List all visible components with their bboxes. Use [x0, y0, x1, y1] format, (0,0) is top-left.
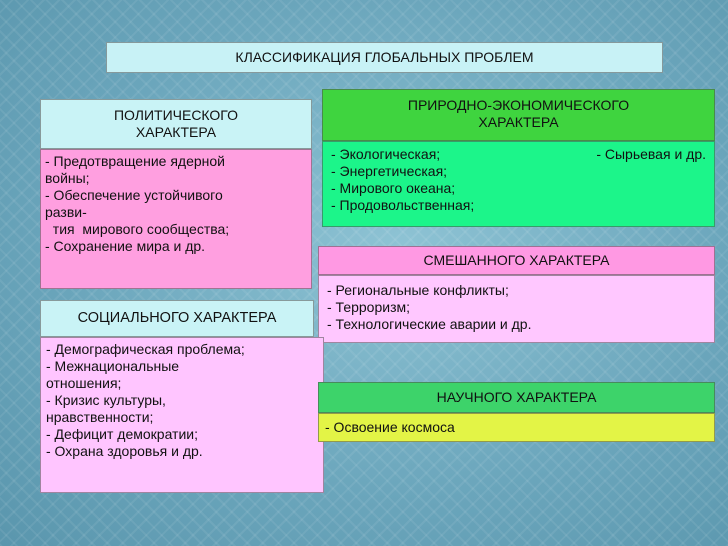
social-header: СОЦИАЛЬНОГО ХАРАКТЕРА: [40, 300, 314, 337]
list-item: нравственности;: [46, 409, 154, 425]
list-item: - Экологическая;: [331, 146, 441, 162]
natural-economic-list: [322, 141, 715, 227]
political-header: [40, 99, 312, 149]
scientific-header: НАУЧНОГО ХАРАКТЕРА: [318, 382, 715, 413]
list-item: - Сохранение мира и др.: [45, 238, 206, 254]
list-item: тия мирового сообщества;: [45, 221, 230, 237]
list-item: - Предотвращение ядерной: [45, 153, 225, 169]
natural-economic-header-line2: ХАРАКТЕРА: [478, 114, 559, 130]
list-item: - Освоение космоса: [325, 419, 455, 435]
list-item: разви-: [45, 204, 87, 220]
list-item: - Мирового океана;: [331, 180, 456, 196]
list-item: - Охрана здоровья и др.: [46, 443, 203, 459]
list-item: - Обеспечение устойчивого: [45, 187, 223, 203]
list-item: - Технологические аварии и др.: [327, 316, 532, 332]
list-item: - Дефицит демократии;: [46, 426, 198, 442]
political-list: [40, 149, 312, 289]
political-header-line1: ПОЛИТИЧЕСКОГО: [113, 107, 238, 123]
list-item: - Терроризм;: [327, 299, 411, 315]
list-item: - Сырьевая и др.: [596, 146, 706, 162]
political-header-line2: ХАРАКТЕРА: [135, 124, 217, 140]
list-item: - Межнациональные: [46, 358, 180, 374]
social-list: [40, 337, 324, 493]
mixed-header: СМЕШАННОГО ХАРАКТЕРА: [318, 246, 715, 275]
natural-economic-header: [322, 89, 715, 141]
scientific-list: [318, 413, 715, 442]
list-item: - Энергетическая;: [331, 163, 448, 179]
list-item: - Региональные конфликты;: [327, 282, 509, 298]
diagram-title: КЛАССИФИКАЦИЯ ГЛОБАЛЬНЫХ ПРОБЛЕМ: [106, 42, 663, 73]
list-item: войны;: [45, 170, 90, 186]
natural-economic-header-line1: ПРИРОДНО-ЭКОНОМИЧЕСКОГО: [407, 97, 630, 113]
list-item: - Демографическая проблема;: [46, 341, 245, 357]
list-item: - Кризис культуры,: [46, 392, 166, 408]
list-item: - Продовольственная;: [331, 197, 475, 213]
list-item: отношения;: [46, 375, 122, 391]
mixed-list: [318, 275, 715, 343]
